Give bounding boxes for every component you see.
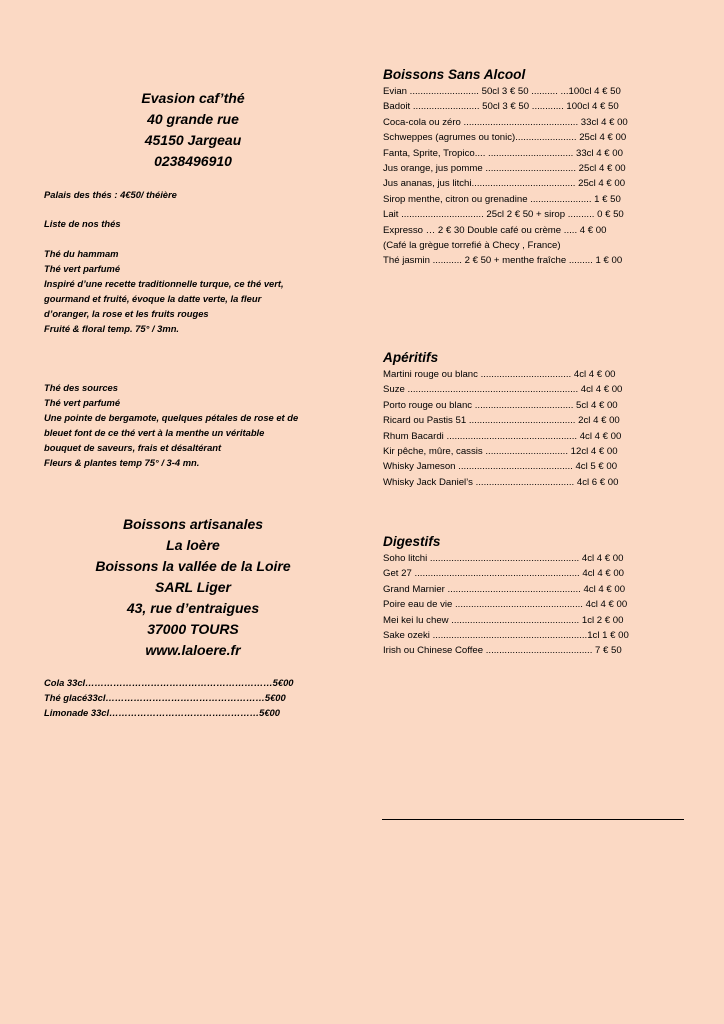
menu-row: Soho litchi ........................................................ 4cl 4 € 00: [383, 553, 624, 564]
menu-row: Poire eau de vie ................................................ 4cl 4 € 00: [383, 599, 628, 611]
menu-row: Jus orange, jus pomme .................................. 25cl 4 € 00: [383, 163, 626, 175]
artisan-item: Limonade 33cl…………………………………………5€00: [44, 707, 280, 718]
menu-row: Kir pêche, mûre, cassis ............................... 12cl 4 € 00: [383, 446, 618, 458]
venue-phone: 0238496910: [154, 153, 232, 169]
tea-line: Thé du hammam: [44, 248, 119, 259]
artisan-website: www.laloere.fr: [145, 642, 241, 658]
artisan-price-list: [44, 675, 304, 720]
artisan-info: [48, 514, 338, 661]
menu-row: Martini rouge ou blanc .................................. 4cl 4 € 00: [383, 369, 616, 380]
section-sans-alcool: [383, 66, 683, 269]
tea-line: bouquet de saveurs, frais et désaltérant: [44, 442, 222, 453]
menu-row: Coca-cola ou zéro ........................................... 33cl 4 € 00: [383, 116, 628, 128]
tea-sources: [44, 380, 344, 470]
menu-row: Lait ............................... 25cl 2 € 50 + sirop .......... 0 € 50: [383, 209, 624, 221]
menu-row: Porto rouge ou blanc ..................................... 5cl 4 € 00: [383, 399, 618, 411]
menu-row: Sake ozeki ..........................................................1cl 1 € 00: [383, 630, 629, 642]
artisan-line: 37000 TOURS: [147, 621, 239, 637]
tea-section: [44, 187, 344, 470]
menu-row: Ricard ou Pastis 51 ........................................ 2cl 4 € 00: [383, 415, 620, 427]
tea-line: Thé vert parfumé: [44, 397, 121, 408]
tea-hammam: [44, 246, 344, 336]
artisan-line: SARL Liger: [155, 579, 231, 595]
menu-row: Get 27 .............................................................. 4cl 4 € 00: [383, 568, 624, 580]
menu-row: Thé jasmin ........... 2 € 50 + menthe fraîche ......... 1 € 00: [383, 255, 623, 267]
venue-street: 40 grande rue: [147, 111, 239, 127]
venue-city: 45150 Jargeau: [144, 132, 242, 148]
section-title: Boissons Sans Alcool: [383, 67, 526, 82]
artisan-line: 43, rue d’entraigues: [126, 600, 260, 616]
tea-line: gourmand et fruité, évoque la datte verte, la fleur: [44, 293, 262, 304]
tea-line: Thé vert parfumé: [44, 263, 121, 274]
menu-row: Jus ananas, jus litchi....................................... 25cl 4 € 00: [383, 178, 626, 190]
menu-row: Suze ................................................................ 4cl 4 € 00: [383, 384, 623, 396]
tea-line: Une pointe de bergamote, quelques pétales de rose et de: [44, 412, 299, 423]
section-digestifs: [383, 533, 683, 659]
menu-row: Grand Marnier .................................................. 4cl 4 € 00: [383, 583, 626, 595]
tea-line: d’oranger, la rose et les fruits rouges: [44, 308, 209, 319]
artisan-line: Boissons la vallée de la Loire: [95, 558, 291, 574]
section-aperitifs: [383, 349, 683, 490]
artisan-item: Cola 33cl……………………………………………………5€00: [44, 677, 294, 688]
menu-row: Irish ou Chinese Coffee ........................................ 7 € 50: [383, 645, 622, 657]
section-title: Apéritifs: [383, 350, 439, 365]
menu-row: Rhum Bacardi ................................................. 4cl 4 € 00: [383, 430, 622, 442]
artisan-section: [44, 514, 344, 661]
menu-row: Evian .......................... 50cl 3 € 50 .......... ...100cl 4 € 50: [383, 86, 621, 97]
venue-name: Evasion caf’thé: [141, 90, 245, 106]
menu-row: Whisky Jack Daniel’s ..................................... 4cl 6 € 00: [383, 476, 619, 488]
menu-row: Schweppes (agrumes ou tonic)....................... 25cl 4 € 00: [383, 132, 627, 144]
tea-line: Fleurs & plantes temp 75° / 3-4 mn.: [44, 457, 200, 468]
menu-row: (Café la grègue torrefié à Checy , France): [383, 240, 561, 252]
tea-line: Fruité & floral temp. 75° / 3mn.: [44, 323, 180, 334]
artisan-line: La loère: [166, 537, 220, 553]
menu-row: Expresso … 2 € 30 Double café ou crème ..... 4 € 00: [383, 224, 607, 236]
tea-line: Thé des sources: [44, 382, 118, 393]
artisan-line: Boissons artisanales: [122, 516, 264, 532]
menu-row: Mei kei lu chew ................................................ 1cl 2 € 00: [383, 614, 624, 626]
divider-line: [382, 819, 684, 820]
artisan-item: Thé glacé33cl……………………………………………5€00: [44, 692, 286, 703]
venue-info: [48, 88, 338, 172]
tea-line: Inspiré d’une recette traditionnelle turque, ce thé vert,: [44, 278, 284, 289]
menu-row: Whisky Jameson ........................................... 4cl 5 € 00: [383, 461, 618, 473]
menu-row: Sirop menthe, citron ou grenadine ....................... 1 € 50: [383, 193, 621, 205]
tea-line: bleuet font de ce thé vert à la menthe un véritable: [44, 427, 265, 438]
menu-row: Fanta, Sprite, Tropico.... ................................ 33cl 4 € 00: [383, 147, 623, 159]
section-title: Digestifs: [383, 534, 441, 549]
left-column: [44, 88, 344, 470]
menu-row: Badoit ......................... 50cl 3 € 50 ............ 100cl 4 € 50: [383, 101, 619, 113]
palais-price: Palais des thés : 4€50/ théière: [44, 189, 177, 200]
tea-list-heading: Liste de nos thés: [44, 218, 121, 229]
